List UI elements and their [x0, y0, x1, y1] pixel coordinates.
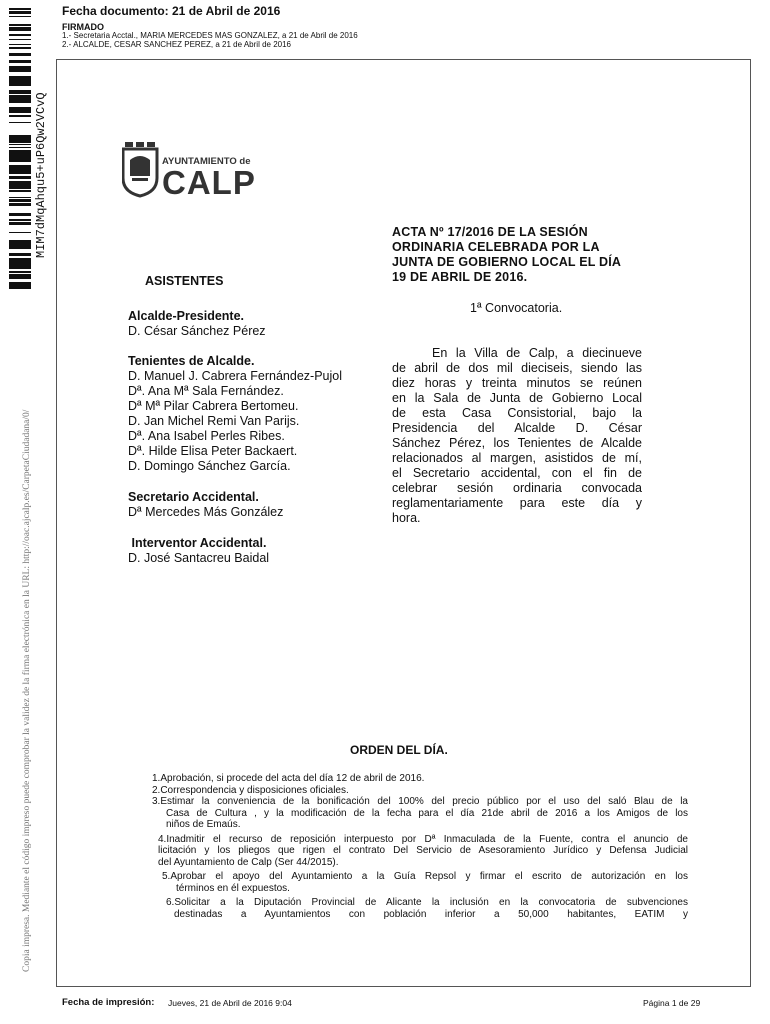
barcode-bar: [9, 160, 31, 162]
agenda-item: [152, 897, 688, 920]
verification-text: Copia impresa. Mediante el código impreso puede comprobar la validez de la firma electrónica en la URL: http://oac.ajcalp.es/CarpetaCiudadana/0/: [22, 409, 32, 972]
signature-line-2: 2.- ALCALDE, CESAR SANCHEZ PEREZ, a 21 de Abril de 2016: [62, 40, 291, 49]
document-date: Fecha documento: 21 de Abril de 2016: [62, 4, 281, 18]
barcode-bar: [9, 186, 31, 189]
barcode-bar: [9, 199, 31, 202]
barcode-bar: [9, 165, 31, 167]
agenda-item: [152, 773, 688, 785]
member-name: Dª. Hilde Elisa Peter Backaert.: [128, 444, 298, 458]
barcode-bar: [9, 184, 31, 186]
barcode-bar: [9, 155, 31, 157]
paragraph-line: relacionados al margen, asistidos de mí,: [392, 451, 642, 465]
logo-line-1: AYUNTAMIENTO de: [162, 156, 251, 167]
barcode-bar: [9, 222, 31, 223]
paragraph-line: celebrar sesión ordinaria convocada: [392, 481, 642, 495]
print-date-value: Jueves, 21 de Abril de 2016 9:04: [168, 998, 292, 1008]
barcode-bar: [9, 271, 31, 273]
barcode-bar: [9, 282, 31, 284]
barcode-bar: [9, 93, 31, 94]
group-tenientes: [128, 354, 342, 474]
agenda-line: destinadas a Ayuntamientos con población inferior a 50,000 habitantes, EATIM y: [174, 908, 688, 920]
agenda-line: 6.Solicitar a la Diputación Provincial de Alicante la inclusión en la convocatoria de subvenciones: [166, 897, 688, 908]
orden-heading: ORDEN DEL DÍA.: [350, 743, 448, 757]
barcode-bar: [9, 100, 31, 102]
opening-paragraph: [392, 346, 642, 526]
agenda-list: [152, 773, 688, 920]
signature-line-1: 1.- Secretaria Acctal., MARIA MERCEDES MAS GONZALEZ, a 21 de Abril de 2016: [62, 31, 358, 40]
barcode-bar: [9, 154, 31, 155]
barcode-bar: [9, 27, 31, 30]
barcode-bar: [9, 203, 31, 204]
barcode-bar: [9, 240, 31, 243]
barcode-bar: [9, 115, 31, 117]
barcode-bar: [9, 205, 31, 206]
paragraph-line: En la Villa de Calp, a diecinueve: [432, 346, 642, 360]
barcode-bar: [9, 98, 31, 100]
paragraph-line: hora.: [392, 511, 421, 525]
acta-title: [392, 225, 642, 285]
barcode-bar: [9, 136, 31, 138]
convocatoria: 1ª Convocatoria.: [470, 301, 563, 315]
paragraph-line: de abril de dos mil dieciseis, siendo las: [392, 361, 642, 375]
role-label: Tenientes de Alcalde.: [128, 354, 255, 368]
agenda-line: 3.Estimar la conveniencia de la bonificación del 100% del precio público por el uso del saló Blau de la: [152, 796, 688, 807]
barcode-bar: [9, 247, 31, 249]
paragraph-line: el Secretario accidental, con el fin de: [392, 466, 642, 480]
member-name: D. Domingo Sánchez García.: [128, 459, 291, 473]
barcode-bar: [9, 176, 31, 179]
barcode-bar: [9, 8, 31, 10]
barcode-bar: [9, 232, 31, 233]
member-name: Dª Mª Pilar Cabrera Bertomeu.: [128, 399, 299, 413]
print-date-label: Fecha de impresión:: [62, 997, 155, 1008]
agenda-line: 1.Aprobación, si procede del acta del día 12 de abril de 2016.: [152, 773, 425, 784]
agenda-item: [152, 834, 688, 869]
barcode-bar: [9, 122, 31, 123]
barcode-bar: [9, 167, 31, 170]
barcode-bar: [9, 264, 31, 265]
barcode-text: MIM7dMqAhqu5+uP6Qw2VCvQ: [34, 92, 48, 258]
member-name: Dª. Ana Mª Sala Fernández.: [128, 384, 284, 398]
member-name: Dª Mercedes Más González: [128, 505, 284, 519]
asistentes-heading: ASISTENTES: [145, 274, 224, 288]
paragraph-line: de esta Casa Consistorial, bajo la: [392, 406, 642, 420]
agenda-line: 4.Inadmitir el recurso de reposición interpuesto por Dª Inmaculada de la Fuente, contra el anuncio de: [158, 833, 688, 845]
barcode-bar: [9, 258, 31, 261]
barcode-bar: [9, 13, 31, 14]
paragraph-line: reglamentariamente para este día y: [392, 496, 642, 510]
barcode-bar: [9, 135, 31, 136]
barcode-bar: [9, 277, 31, 279]
agenda-item: [152, 796, 688, 831]
barcode-bar: [9, 243, 31, 244]
barcode-bar: [9, 172, 31, 174]
group-secretario: [128, 490, 283, 520]
member-name: D. Manuel J. Cabrera Fernández-Pujol: [128, 369, 342, 383]
barcode-bar: [9, 261, 31, 264]
barcode-bar: [9, 274, 31, 277]
barcode-bar: [9, 16, 31, 17]
agenda-item: [152, 785, 688, 797]
agenda-line: niños de Emaús.: [166, 819, 241, 830]
barcode-bar: [9, 34, 31, 36]
barcode-bar: [9, 266, 31, 269]
barcode-bar: [9, 48, 31, 49]
barcode-bar: [9, 110, 31, 112]
member-name: D. Jan Michel Remi Van Parijs.: [128, 414, 300, 428]
barcode-bar: [9, 190, 31, 192]
paragraph-line: Sánchez Pérez, los Tenientes de Alcalde: [392, 436, 642, 450]
barcode-bar: [9, 284, 31, 287]
title-line: ACTA Nº 17/2016 DE LA SESIÓN: [392, 225, 588, 239]
barcode-bar: [9, 80, 31, 83]
barcode-bar: [9, 44, 31, 45]
barcode-bar: [9, 68, 31, 70]
barcode-bar: [9, 181, 31, 184]
barcode-bar: [9, 11, 31, 13]
barcode-bar: [9, 66, 31, 68]
barcode-bar: [9, 47, 31, 48]
barcode-bar: [9, 95, 31, 97]
group-interventor: [128, 536, 269, 566]
agenda-line: términos en él expuestos.: [176, 882, 290, 894]
signed-label: FIRMADO: [62, 22, 104, 32]
barcode-bar: [9, 53, 31, 56]
agenda-line: 2.Correspondencia y disposiciones oficiales.: [152, 784, 349, 796]
barcode-bar: [9, 204, 31, 205]
agenda-line: Casa de Cultura , y la modificación de la fecha para el día 21de abril de 2016 a los Amigos de los: [166, 807, 688, 819]
barcode-bar: [9, 254, 31, 256]
page-number: Página 1 de 29: [643, 998, 701, 1008]
barcode-bar: [9, 244, 31, 247]
paragraph-line: Presidencia del Alcalde D. César: [392, 421, 642, 435]
logo-line-2: CALP: [162, 164, 256, 200]
barcode-bar: [9, 83, 31, 86]
role-label: Alcalde-Presidente.: [128, 309, 245, 323]
barcode-bar: [9, 265, 31, 266]
barcode-bar: [9, 144, 31, 145]
barcode-bar: [9, 213, 31, 216]
barcode-bar: [9, 60, 31, 63]
barcode-bar: [9, 140, 31, 143]
barcode-bar: [9, 219, 31, 221]
role-label: Secretario Accidental.: [128, 490, 259, 504]
member-name: D. José Santacreu Baidal: [128, 551, 270, 565]
member-name: Dª. Ana Isabel Perles Ribes.: [128, 429, 285, 443]
barcode-bar: [9, 150, 31, 152]
barcode-bar: [9, 97, 31, 98]
barcode-bar: [9, 90, 31, 93]
barcode-bar: [9, 170, 31, 172]
barcode-bar: [9, 152, 31, 154]
barcode-bar: [9, 223, 31, 225]
barcode-bar: [9, 24, 31, 26]
agenda-line: licitación y los pliegos que rigen el contrato Del Servicio de Asesoramiento Jurídico y Defensa Judicial: [158, 845, 688, 856]
title-line: ORDINARIA CELEBRADA POR LA: [392, 240, 600, 254]
barcode-bar: [9, 197, 31, 198]
paragraph-line: diez horas y treinta minutos se reúnen: [392, 376, 642, 390]
barcode-bar: [9, 107, 31, 110]
barcode-bar: [9, 39, 31, 40]
barcode-bar: [9, 287, 31, 289]
calp-logo: [122, 140, 272, 200]
barcode-bar: [9, 253, 31, 254]
paragraph-line: en la Sala de Junta de Gobierno Local: [392, 391, 642, 405]
barcode-bar: [9, 76, 31, 77]
member-name: D. César Sánchez Pérez: [128, 324, 266, 338]
barcode-bar: [9, 147, 31, 148]
barcode-bar: [9, 70, 31, 72]
coat-of-arms-icon: [123, 142, 157, 196]
barcode-bar: [9, 102, 31, 103]
barcode-bar: [9, 157, 31, 160]
barcode-bar: [9, 112, 31, 113]
barcode-bar: [9, 138, 31, 140]
group-alcalde: [128, 309, 266, 339]
agenda-line: del Ayuntamiento de Calp (Ser 44/2015).: [158, 856, 339, 868]
barcode-bar: [9, 30, 31, 31]
role-label: Interventor Accidental.: [128, 536, 267, 550]
title-line: 19 DE ABRIL DE 2016.: [392, 270, 528, 284]
agenda-item: [152, 871, 688, 894]
agenda-line: 5.Aprobar el apoyo del Ayuntamiento a la Guía Repsol y firmar el escrito de autorización en los: [162, 871, 688, 882]
title-line: JUNTA DE GOBIERNO LOCAL EL DÍA: [392, 255, 622, 269]
barcode-bar: [9, 77, 31, 80]
